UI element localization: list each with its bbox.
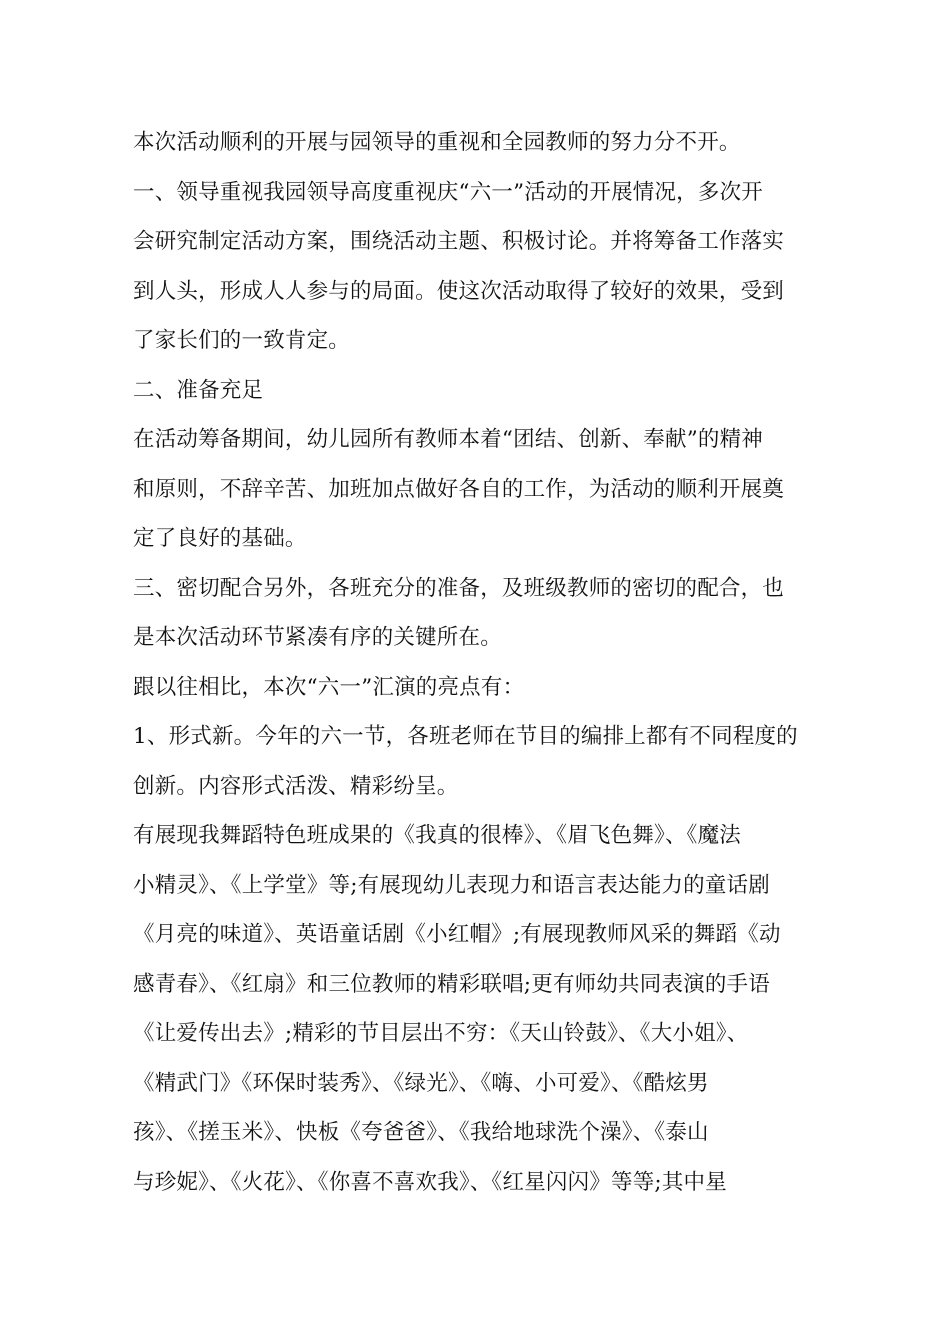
text-line: 了家长们的一致肯定。 bbox=[133, 328, 351, 353]
text-line: 和原则，不辞辛苦、加班加点做好各自的工作，为活动的顺利开展奠 bbox=[133, 476, 785, 502]
text-line: 小精灵》、《上学堂》等;有展现幼儿表现力和语言表达能力的童话剧 bbox=[133, 872, 770, 898]
text-line: 会研究制定活动方案，围绕活动主题、积极讨论。并将筹备工作落实 bbox=[133, 229, 785, 254]
text-line: 三、密切配合另外，各班充分的准备，及班级教师的密切的配合，也 bbox=[133, 575, 785, 601]
text-line: 一、领导重视我园领导高度重视庆“六一”活动的开展情况，多次开 bbox=[133, 179, 763, 205]
text-line: 跟以往相比，本次“六一”汇演的亮点有： bbox=[133, 674, 525, 700]
text-line: 创新。内容形式活泼、精彩纷呈。 bbox=[133, 773, 459, 799]
text-line: 到人头，形成人人参与的局面。使这次活动取得了较好的效果，受到 bbox=[133, 278, 785, 304]
text-line: 《月亮的味道》、英语童话剧《小红帽》;有展现教师风采的舞蹈《动 bbox=[133, 922, 781, 947]
text-line: 是本次活动环节紧凑有序的关键所在。 bbox=[133, 625, 502, 650]
text-line: 1、形式新。今年的六一节，各班老师在节目的编排上都有不同程度的 bbox=[133, 724, 798, 749]
text-line: 定了良好的基础。 bbox=[133, 526, 307, 551]
text-line: 感青春》、《红扇》和三位教师的精彩联唱;更有师幼共同表演的手语 bbox=[133, 971, 770, 997]
text-line: 《让爱传出去》;精彩的节目层出不穷：《天山铃鼓》、《大小姐》、 bbox=[133, 1021, 749, 1046]
section-heading: 二、准备充足 bbox=[133, 377, 264, 403]
text-line: 与珍妮》、《火花》、《你喜不喜欢我》、《红星闪闪》等等;其中星 bbox=[133, 1169, 727, 1195]
text-line: 《精武门》《环保时装秀》、《绿光》、《嗨、小可爱》、《酷炫男 bbox=[133, 1070, 709, 1096]
document-body bbox=[133, 118, 823, 1207]
text-line: 孩》、《搓玉米》、快板《夸爸爸》、《我给地球洗个澡》、《泰山 bbox=[133, 1120, 709, 1145]
text-line: 本次活动顺利的开展与园领导的重视和全园教师的努力分不开。 bbox=[133, 130, 741, 155]
text-line: 在活动筹备期间，幼儿园所有教师本着“团结、创新、奉献”的精神 bbox=[133, 427, 763, 452]
text-line: 有展现我舞蹈特色班成果的《我真的很棒》、《眉飞色舞》、《魔法 bbox=[133, 823, 742, 848]
